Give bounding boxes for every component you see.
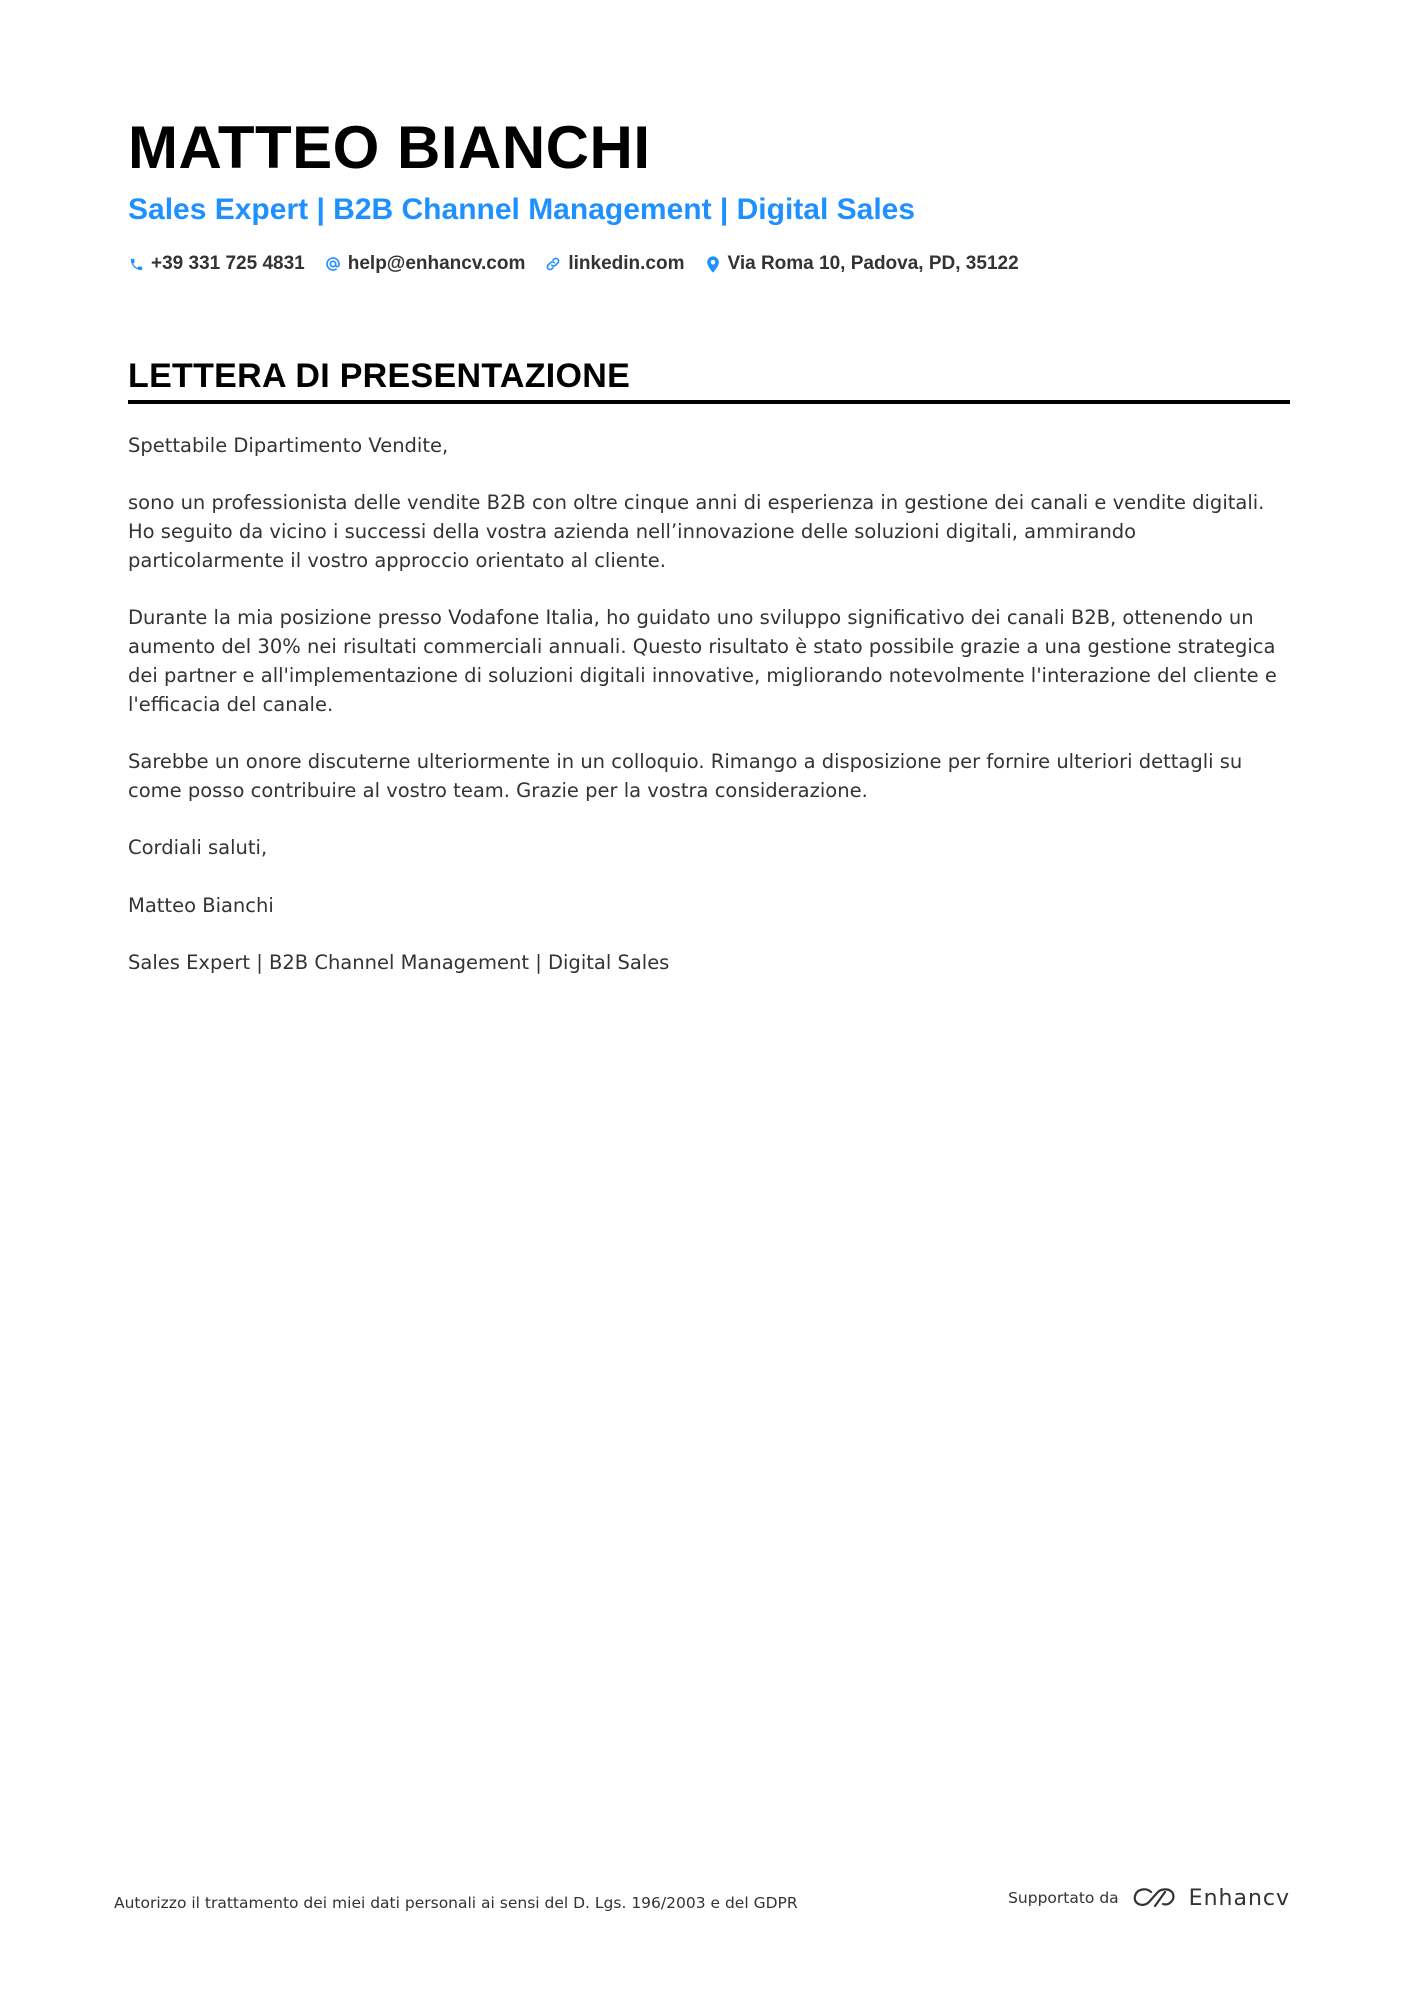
- contact-linkedin[interactable]: [545, 250, 684, 278]
- location-pin-icon: [705, 255, 721, 273]
- contact-linkedin-text: linkedin.com: [568, 253, 685, 274]
- letter-body: [128, 432, 1290, 978]
- supported-by-label: Supportato da: [1008, 1889, 1119, 1907]
- contact-email[interactable]: [325, 250, 526, 278]
- contact-phone-text: +39 331 725 4831: [151, 253, 305, 274]
- link-icon: [545, 255, 561, 273]
- contact-phone[interactable]: [128, 250, 305, 278]
- powered-by[interactable]: [1008, 1884, 1290, 1912]
- signature-title: Sales Expert | B2B Channel Management | Digital Sales: [128, 951, 670, 975]
- section-title: LETTERA DI PRESENTAZIONE: [128, 356, 1290, 404]
- at-icon: [325, 255, 341, 273]
- enhancv-logo-icon: [1131, 1884, 1179, 1912]
- letter-closing: Cordiali saluti,: [128, 836, 268, 860]
- candidate-headline: Sales Expert | B2B Channel Management | Digital Sales: [128, 193, 916, 226]
- privacy-notice: Autorizzo il trattamento dei miei dati personali ai sensi del D. Lgs. 196/2003 e del GDPR: [114, 1894, 798, 1912]
- letter-paragraph: Sarebbe un onore discuterne ulteriormente in un colloquio. Rimango a disposizione per fornire ulteriori dettagli su come posso contribuire al vostro team. Grazie per la vostra considerazione.: [128, 750, 1243, 802]
- contact-email-text: help@enhancv.com: [347, 253, 526, 274]
- contact-bar: [128, 250, 1290, 278]
- letter-paragraph: sono un professionista delle vendite B2B con oltre cinque anni di esperienza in gestione dei canali e vendite digitali. Ho seguito da vicino i successi della vostra azienda nell’innovazione delle soluzioni digitali, ammirando particolarmente il vostro approccio orientato al cliente.: [128, 491, 1265, 572]
- contact-address: [705, 250, 1019, 278]
- brand-name: Enhancv: [1188, 1885, 1290, 1911]
- cover-letter-page: [128, 110, 1290, 1007]
- letter-greeting: Spettabile Dipartimento Vendite,: [128, 434, 449, 457]
- phone-icon: [128, 255, 144, 273]
- letter-paragraph: Durante la mia posizione presso Vodafone Italia, ho guidato uno sviluppo significativo dei canali B2B, ottenendo un aumento del 30% nei risultati commerciali annuali. Questo risultato è stato possibile grazie a una gestione strategica dei partner e all'implementazione di soluzioni digitali innovative, migliorando notevolmente l'interazione del cliente e l'efficacia del canale.: [128, 606, 1277, 716]
- signature-name: Matteo Bianchi: [128, 893, 274, 917]
- contact-address-text: Via Roma 10, Padova, PD, 35122: [727, 253, 1019, 274]
- candidate-name: MATTEO BIANCHI: [128, 114, 651, 181]
